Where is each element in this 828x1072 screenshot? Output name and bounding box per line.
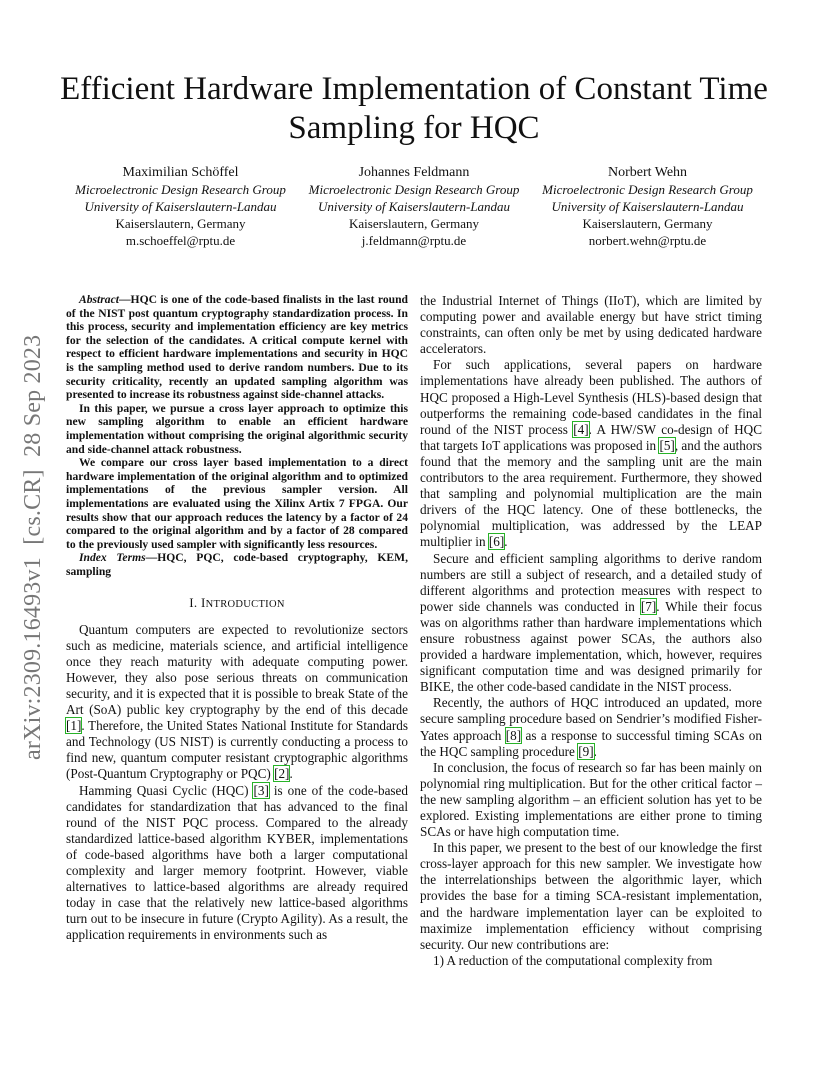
citation-link[interactable]: [3] <box>253 782 269 798</box>
author-name: Norbert Wehn <box>607 165 688 180</box>
paper-title: Efficient Hardware Implementation of Constant Time Sampling for HQC <box>60 71 768 146</box>
left-column <box>66 293 408 943</box>
text-run: . <box>289 766 293 782</box>
abstract <box>66 293 408 551</box>
author-1 <box>64 164 297 249</box>
author-name: Johannes Feldmann <box>358 165 470 180</box>
paragraph: the Industrial Internet of Things (IIoT), which are limited by computing power and available energy but have strict timing constraints, can often only be met by using dedicated hardware accelerators. <box>420 293 762 357</box>
citation-link[interactable]: [1] <box>66 718 82 734</box>
author-block <box>64 164 764 249</box>
index-terms-lead: Index Terms <box>79 551 146 565</box>
author-university: University of Kaiserslautern-Landau <box>551 199 744 214</box>
author-university: University of Kaiserslautern-Landau <box>317 199 511 214</box>
author-city: Kaiserslautern, Germany <box>582 216 713 231</box>
index-terms <box>66 551 408 578</box>
citation-link[interactable]: [8] <box>505 727 522 743</box>
paragraph <box>66 622 408 783</box>
author-university: University of Kaiserslautern-Landau <box>84 199 277 214</box>
author-city: Kaiserslautern, Germany <box>115 216 246 231</box>
text-run: , and the authors found that the memory and the sampling unit are the main contributors to the area requirement. Furthermore, they showed that sampling and polynomial multiplication are the main drivers of the HQC latency. One of these bottlenecks, the polynomial multiplication, was addressed by the LEAP multiplier in <box>420 437 762 550</box>
paragraph: In this paper, we present to the best of our knowledge the first cross-layer approach for this new sampler. We investigate how the interrelationships between the algorithmic layer, which provides the base for a timing SCA-resistant implementation, and the hardware implementation layer can be exploited to maximize implementation efficiency without comprising security. Our new contributions are: <box>420 840 762 952</box>
citation-link[interactable]: [9] <box>578 743 594 759</box>
text-run: is one of the code-based candidates for standardization that has advanced to the final round of the NIST PQC process. Compared to the already standardized lattice-based algorithm KYBER, implementations of code-based algorithms have both a larger computational complexity and larger memory footprint. However, viable alternatives to lattice-based algorithms are already required today in case that the relatively new lattice-based algorithms turn out to be insecure in future (Crypto Agility). As a result, the application requirements in environments such as <box>66 782 409 943</box>
index-terms-text: —HQC, PQC, code-based cryptography, KEM, sampling <box>66 551 408 578</box>
paragraph <box>66 783 408 944</box>
text-run: . Therefore, the United States National Institute for Standards and Technology (US NIST) is currently conducting a process to find new, quantum computer resistant cryptographic algorithms (Post-Quantum Cryptography or PQC) <box>66 718 408 782</box>
abstract-text: —HQC is one of the code-based finalists in the last round of the NIST post quantum cryptography standardization process. In this process, security and implementation efficiency are key metrics for the selection of the candidates. A critical compute kernel with respect to efficient hardware implementations and security in HQC is the sampling method used to derive random numbers. Due to its security criticality, recently an updated sampling algorithm was presented to increase its robustness against side-channel attacks. <box>66 293 408 402</box>
abstract-paragraph <box>66 293 408 402</box>
text-run: Recently, the authors of HQC introduced an updated, more secure sampling procedure based on Sendrier’s modified Fisher-Yates approach <box>420 695 762 743</box>
list-item: 1) A reduction of the computational complexity from <box>433 952 713 968</box>
abstract-paragraph: We compare our cross layer based implementation to a direct hardware implementation of the original algorithm and to optimized implementations of the previous sampler version. All implementations are evaluated using the Xilinx Artix 7 FPGA. Our results show that our approach reduces the latency by a factor of 24 compared to the original algorithm and by a factor of 28 compared to the previously used sampler with significantly less resources. <box>66 456 408 551</box>
paragraph <box>420 695 762 759</box>
text-run: Quantum computers are expected to revolutionize sectors such as medicine, materials science, and artificial intelligence once they reach maturity with adequate computing power. However, they also pose serious threats on communication security, and it is expected that it is possible to break State of the Art (SoA) public key cryptography by the end of this decade <box>66 621 408 718</box>
author-affiliation: Microelectronic Design Research Group <box>308 182 520 197</box>
citation-link[interactable]: [2] <box>274 766 290 782</box>
author-name: Maximilian Schöffel <box>122 165 239 180</box>
abstract-paragraph: In this paper, we pursue a cross layer approach to optimize this new sampling algorithm to enable an efficient hardware implementation without comprising the original algorithmic security and side-channel attack robustness. <box>66 401 408 456</box>
paragraph <box>420 357 762 550</box>
text-run: Secure and efficient sampling algorithms to derive random numbers are still a subject of research, and a detailed study of different algorithms and protection measures with respect to power side channels was conducted in <box>420 550 762 614</box>
author-email[interactable]: norbert.wehn@rptu.de <box>588 233 707 248</box>
abstract-lead: Abstract <box>79 293 119 306</box>
text-run: For such applications, several papers on hardware implementations have already been published. The authors of HQC proposed a High-Level Synthesis (HLS)-based design that outperforms the remaining code-based candidates in the final round of the NIST process <box>420 357 762 437</box>
arxiv-identifier[interactable]: arXiv:2309.16493v1 [cs.CR] 28 Sep 2023 <box>20 334 46 760</box>
author-3 <box>531 164 764 249</box>
heading-smallcaps: NTRODUCTION <box>205 599 285 611</box>
citation-link[interactable]: [4] <box>573 421 589 437</box>
text-run: Hamming Quasi Cyclic (HQC) <box>79 782 254 798</box>
author-affiliation: Microelectronic Design Research Group <box>542 182 753 197</box>
text-run: . A HW/SW co-design of HQC that targets IoT applications was proposed in <box>420 421 763 453</box>
paragraph <box>420 551 762 696</box>
author-email[interactable]: j.feldmann@rptu.de <box>361 233 467 248</box>
citation-link[interactable]: [5] <box>659 437 675 453</box>
author-email[interactable]: m.schoeffel@rptu.de <box>125 233 236 248</box>
text-run: . <box>593 743 597 759</box>
text-run: as a response to successful timing SCAs on the HQC sampling procedure <box>420 727 762 759</box>
author-2 <box>298 164 531 249</box>
citation-link[interactable]: [7] <box>640 598 657 614</box>
paragraph: In conclusion, the focus of research so far has been mainly on polynomial ring multiplication. But for the other critical factor – the new sampling algorithm – an efficient solution has yet to be explored. Existing implementations are either prone to timing SCAs or have high computation time. <box>420 759 762 840</box>
section-heading: I. INTRODUCTION <box>189 595 285 611</box>
citation-link[interactable]: [6] <box>488 534 505 550</box>
text-run: . While their focus was on algorithms rather than hardware implementations which ensure robustness against power SCAs, the authors also provided a hardware implementation, which, however, requires significant computation time and was designed primarily for BIKE, the other code-based candidate in the NIST process. <box>420 598 762 695</box>
author-affiliation: Microelectronic Design Research Group <box>75 182 286 197</box>
right-column <box>420 293 762 969</box>
text-run: . <box>504 534 508 550</box>
author-city: Kaiserslautern, Germany <box>349 216 479 231</box>
index-terms-paragraph <box>66 551 408 578</box>
